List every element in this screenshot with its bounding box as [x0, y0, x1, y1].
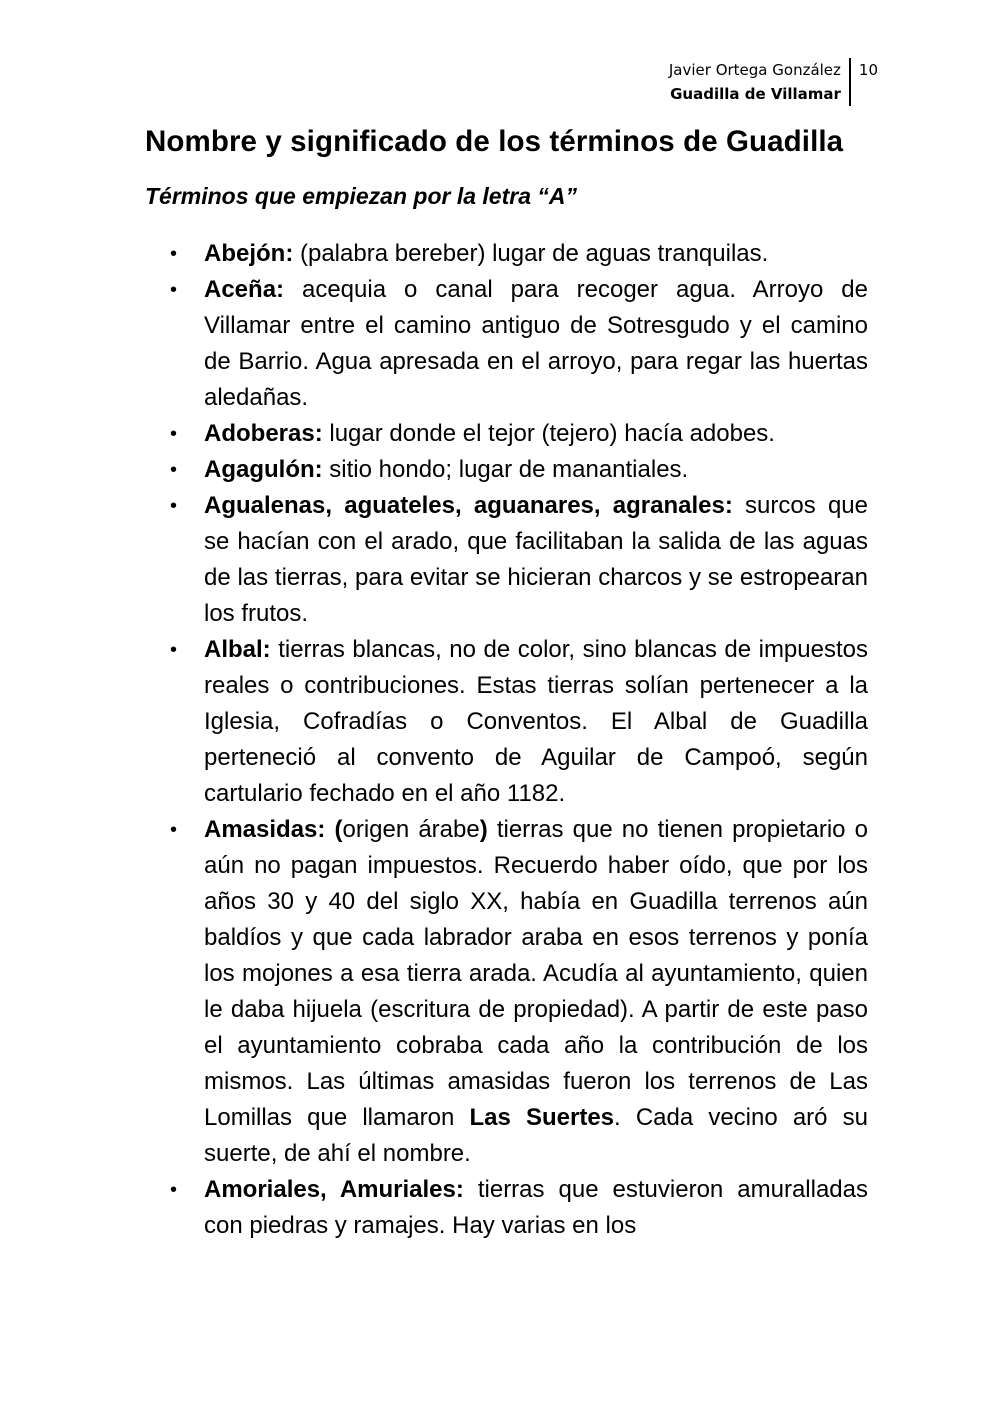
- term-item-abejon: [168, 236, 868, 272]
- bullet-icon: •: [170, 819, 178, 841]
- term-item-agualenas: [168, 488, 868, 632]
- term-item-albal: [168, 632, 868, 812]
- term-bold-paren: ): [479, 816, 488, 843]
- term-definition: acequia o canal para recoger agua. Arroyo de Villamar entre el camino antiguo de Sotresgudo y el camino de Barrio. Agua apresada en el arroyo, para regar las huertas aledañas.: [204, 276, 868, 411]
- term-item-amoriales: [168, 1172, 868, 1244]
- page-header: [669, 58, 878, 106]
- page-number: 10: [858, 61, 878, 79]
- bullet-icon: •: [170, 639, 178, 661]
- term-name: Adoberas:: [204, 420, 323, 447]
- term-item-adoberas: [168, 416, 868, 452]
- page-title: Nombre y significado de los términos de Guadilla: [145, 125, 844, 158]
- term-definition-end: . Cada vecino aró su suerte, de ahí el nombre.: [204, 1104, 868, 1167]
- term-name: Amoriales, Amuriales:: [204, 1176, 464, 1203]
- term-bold-las-suertes: Las Suertes: [469, 1104, 615, 1131]
- term-definition: tierras que estuvieron amuralladas con piedras y ramajes. Hay varias en los: [204, 1176, 868, 1239]
- section-subtitle: Términos que empiezan por la letra “A”: [145, 183, 577, 209]
- term-name: Agagulón:: [204, 456, 323, 483]
- bullet-icon: •: [170, 279, 178, 301]
- term-definition: lugar donde el tejor (tejero) hacía adobes.: [322, 420, 775, 447]
- bullet-icon: •: [170, 1179, 178, 1201]
- header-author: Javier Ortega González: [668, 61, 841, 79]
- term-definition-origin: origen árabe: [342, 816, 480, 843]
- bullet-icon: •: [170, 243, 178, 265]
- term-definition: (palabra bereber) lugar de aguas tranquilas.: [293, 240, 769, 267]
- term-name: Albal:: [204, 636, 271, 663]
- term-name: Abejón:: [204, 240, 294, 267]
- bullet-icon: •: [170, 459, 178, 481]
- term-item-agagulon: [168, 452, 868, 488]
- term-name: Aceña:: [204, 276, 285, 303]
- term-item-acena: [168, 272, 868, 416]
- bullet-icon: •: [170, 495, 178, 517]
- term-definition: tierras blancas, no de color, sino blancas de impuestos reales o contribuciones. Estas tierras solían pertenecer a la Iglesia, Cofradías o Conventos. El Albal de Guadilla perteneció al convento de Aguilar de Campoó, según cartulario fechado en el año 1182.: [204, 636, 868, 807]
- header-text: [669, 58, 849, 106]
- term-definition: surcos que se hacían con el arado, que facilitaban la salida de las aguas de las tierras, para evitar se hicieran charcos y se estropearan los frutos.: [204, 492, 868, 627]
- bullet-icon: •: [170, 423, 178, 445]
- terms-list: [168, 236, 868, 1244]
- term-definition: tierras que no tienen propietario o aún no pagan impuestos. Recuerdo haber oído, que por los años 30 y 40 del siglo XX, había en Guadilla terrenos aún baldíos y que cada labrador araba en esos terrenos y ponía los mojones a esa tierra arada. Acudía al ayuntamiento, quien le daba hijuela (escritura de propiedad). A partir de este paso el ayuntamiento cobraba cada año la contribución de los mismos. Las últimas amasidas fueron los terrenos de Las Lomillas que llamaron: [204, 816, 868, 1131]
- term-name: Agualenas, aguateles, aguanares, agranales:: [204, 492, 733, 519]
- header-place: Guadilla de Villamar: [670, 85, 841, 103]
- term-definition: sitio hondo; lugar de manantiales.: [322, 456, 689, 483]
- term-name: Amasidas: (: [204, 816, 343, 843]
- term-item-amasidas: [168, 812, 868, 1172]
